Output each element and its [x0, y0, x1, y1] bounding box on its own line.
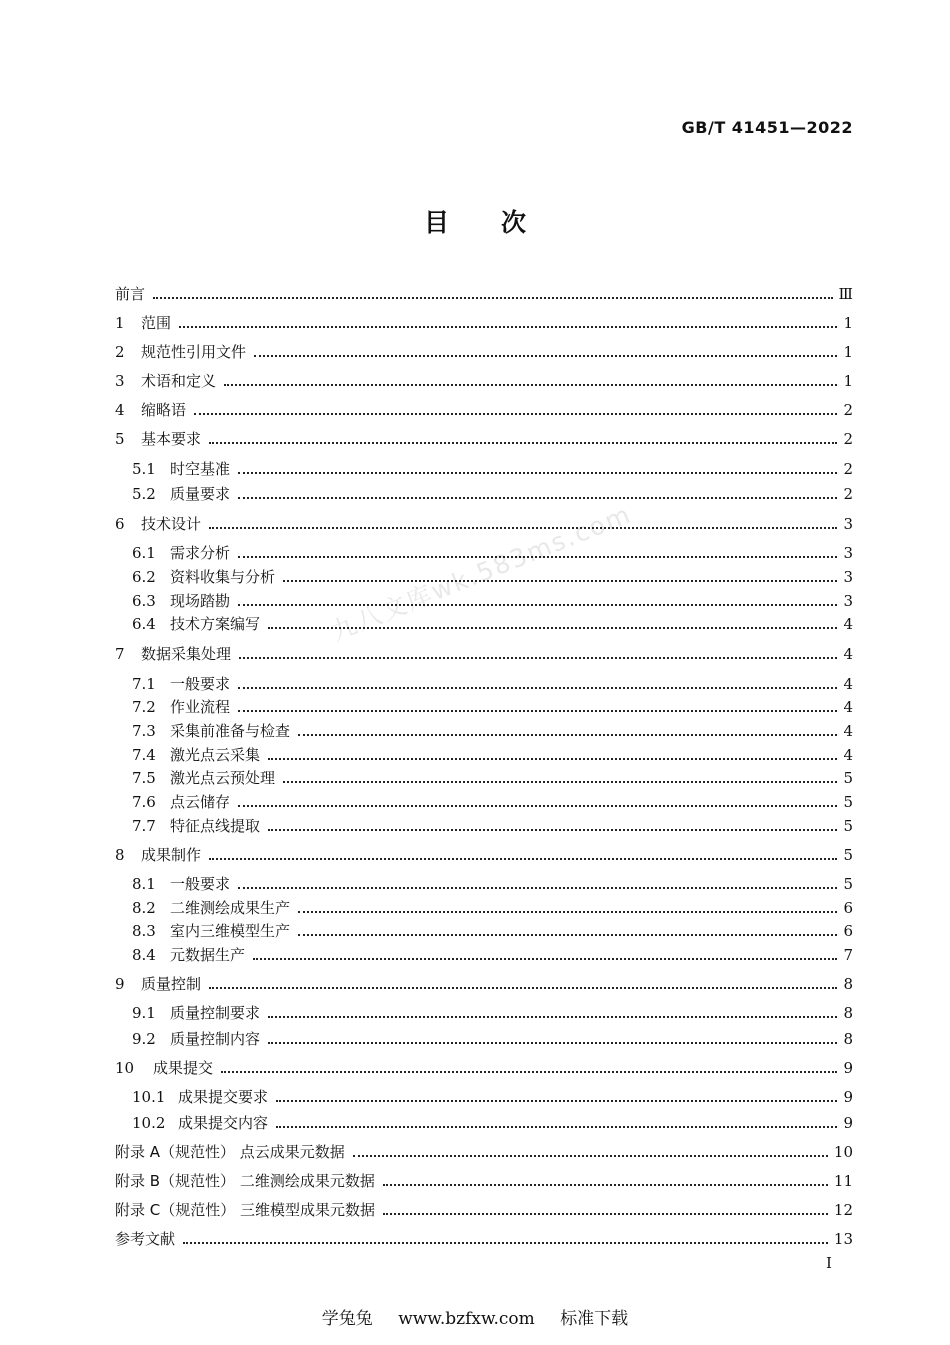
toc-entry-page: 1 [843, 372, 853, 390]
toc-leader-dots [238, 604, 837, 606]
toc-entry-page: 11 [833, 1172, 853, 1190]
toc-entry-number: 7.7 [132, 817, 156, 835]
toc-entry-1[interactable] [115, 312, 853, 334]
toc-leader-dots [353, 1155, 828, 1157]
standard-code: GB/T 41451—2022 [681, 118, 853, 137]
toc-entry-title: 附录 A（规范性） 点云成果元数据 [115, 1143, 345, 1161]
toc-entry-title: 成果提交 [153, 1059, 214, 1077]
toc-entry-page: 10 [833, 1143, 853, 1161]
toc-entry-page: 8 [843, 1004, 853, 1022]
toc-entry-title: 质量控制要求 [170, 1004, 261, 1022]
toc-entry-title: 成果制作 [141, 846, 202, 864]
footer-tagline: 标准下载 [560, 1309, 629, 1329]
toc-entry-title: 技术设计 [141, 515, 202, 533]
toc-entry-annex-c[interactable] [115, 1199, 853, 1221]
toc-leader-dots [209, 527, 837, 529]
toc-entry-number: 7.3 [132, 722, 156, 740]
toc-leader-dots [238, 710, 837, 712]
toc-entry-title: 术语和定义 [141, 372, 217, 390]
toc-entry-number: 7.5 [132, 769, 156, 787]
toc-entry-page: 3 [843, 568, 853, 586]
toc-entry-6[interactable] [115, 513, 853, 535]
toc-entry-title: 规范性引用文件 [141, 343, 247, 361]
toc-entry-number: 9.1 [132, 1004, 156, 1022]
toc-entry-title: 资料收集与分析 [170, 568, 276, 586]
toc-entry-8-2[interactable] [132, 897, 853, 919]
toc-entry-page: 7 [843, 946, 853, 964]
toc-entry-page: 5 [843, 817, 853, 835]
toc-leader-dots [238, 805, 837, 807]
toc-entry-number: 6.3 [132, 592, 156, 610]
toc-leader-dots [298, 734, 837, 736]
toc-entry-page: 1 [843, 314, 853, 332]
toc-entry-title: 前言 [115, 285, 146, 303]
toc-entry-title: 数据采集处理 [141, 645, 232, 663]
toc-entry-title: 质量控制内容 [170, 1030, 261, 1048]
toc-entry-title: 室内三维模型生产 [170, 922, 291, 940]
toc-leader-dots [238, 687, 837, 689]
toc-entry-page: 12 [833, 1201, 853, 1219]
toc-entry-page: 2 [843, 485, 853, 503]
toc-entry-page: 3 [843, 515, 853, 533]
toc-leader-dots [209, 858, 837, 860]
toc-entry-title: 元数据生产 [170, 946, 246, 964]
toc-entry-number: 8.4 [132, 946, 156, 964]
watermark-text: 九八文库wk.583ms.com [326, 499, 636, 647]
toc-entry-page: 5 [843, 875, 853, 893]
toc-entry-page: 3 [843, 592, 853, 610]
toc-entry-page: 2 [843, 460, 853, 478]
toc-entry-page: 6 [843, 922, 853, 940]
footer-site-name: 学兔兔 [321, 1309, 373, 1329]
toc-entry-title: 点云储存 [170, 793, 231, 811]
toc-entry-10[interactable] [115, 1057, 853, 1079]
page-number: I [826, 1254, 832, 1272]
toc-leader-dots [254, 355, 837, 357]
toc-entry-5-2[interactable] [132, 483, 853, 505]
toc-entry-8-3[interactable] [132, 920, 853, 942]
toc-leader-dots [221, 1071, 837, 1073]
toc-leader-dots [383, 1184, 828, 1186]
toc-entry-6-4[interactable] [132, 613, 853, 635]
toc-entry-title: 成果提交要求 [178, 1088, 269, 1106]
toc-entry-6-2[interactable] [132, 566, 853, 588]
toc-entry-page: 4 [843, 615, 853, 633]
toc-entry-number: 9 [115, 975, 125, 993]
toc-leader-dots [253, 958, 837, 960]
toc-entry-6-1[interactable] [132, 542, 853, 564]
footer [0, 1304, 950, 1329]
toc-entry-page: 5 [843, 769, 853, 787]
toc-leader-dots [268, 1016, 837, 1018]
toc-entry-page: 5 [843, 846, 853, 864]
toc-entry-page: 4 [843, 746, 853, 764]
toc-entry-title: 基本要求 [141, 430, 202, 448]
toc-entry-bibliography[interactable] [115, 1228, 853, 1250]
toc-entry-8[interactable] [115, 844, 853, 866]
toc-entry-number: 8 [115, 846, 125, 864]
toc-entry-number: 8.1 [132, 875, 156, 893]
toc-entry-title: 激光点云采集 [170, 746, 261, 764]
toc-leader-dots [239, 657, 837, 659]
toc-entry-number: 7.1 [132, 675, 156, 693]
toc-entry-9-2[interactable] [132, 1028, 853, 1050]
toc-leader-dots [298, 934, 837, 936]
toc-entry-number: 5.2 [132, 485, 156, 503]
toc-entry-5[interactable] [115, 428, 853, 450]
toc-entry-10-2[interactable] [132, 1112, 853, 1134]
toc-entry-7-7[interactable] [132, 815, 853, 837]
toc-entry-page: 9 [843, 1059, 853, 1077]
toc-leader-dots [194, 413, 837, 415]
toc-entry-number: 1 [115, 314, 125, 332]
toc-entry-4[interactable] [115, 399, 853, 421]
toc-leader-dots [238, 472, 837, 474]
toc-entry-number: 5.1 [132, 460, 156, 478]
toc-entry-title: 时空基准 [170, 460, 231, 478]
toc-leader-dots [276, 1126, 837, 1128]
toc-entry-title: 采集前准备与检查 [170, 722, 291, 740]
toc-leader-dots [383, 1213, 828, 1215]
toc-leader-dots [268, 1042, 837, 1044]
toc-entry-title: 需求分析 [170, 544, 231, 562]
toc-leader-dots [298, 911, 837, 913]
toc-leader-dots [283, 781, 837, 783]
toc-entry-title: 质量控制 [141, 975, 202, 993]
toc-leader-dots [209, 442, 837, 444]
page-title: 目次 [423, 208, 578, 237]
toc-entry-title: 现场踏勘 [170, 592, 231, 610]
toc-entry-number: 3 [115, 372, 125, 390]
toc-entry-3[interactable] [115, 370, 853, 392]
toc-entry-7-6[interactable] [132, 791, 853, 813]
toc-entry-page: 13 [833, 1230, 853, 1248]
footer-url-link[interactable]: www.bzfxw.com [398, 1309, 535, 1329]
toc-leader-dots [238, 556, 837, 558]
toc-entry-title: 特征点线提取 [170, 817, 261, 835]
toc-leader-dots [224, 384, 837, 386]
toc-entry-page: 9 [843, 1088, 853, 1106]
toc-entry-page: 9 [843, 1114, 853, 1132]
toc-entry-number: 10.2 [132, 1114, 166, 1132]
toc-entry-title: 质量要求 [170, 485, 231, 503]
toc-entry-title: 二维测绘成果生产 [170, 899, 291, 917]
toc-entry-title: 作业流程 [170, 698, 231, 716]
toc-leader-dots [276, 1100, 837, 1102]
toc-entry-title: 激光点云预处理 [170, 769, 276, 787]
toc-entry-7-2[interactable] [132, 696, 853, 718]
toc-entry-number: 8.2 [132, 899, 156, 917]
toc-entry-number: 9.2 [132, 1030, 156, 1048]
toc-entry-title: 附录 C（规范性） 三维模型成果元数据 [115, 1201, 376, 1219]
toc-entry-number: 8.3 [132, 922, 156, 940]
toc-entry-number: 5 [115, 430, 125, 448]
toc-entry-number: 7 [115, 645, 125, 663]
toc-entry-page: 8 [843, 1030, 853, 1048]
toc-leader-dots [268, 829, 837, 831]
toc-entry-page: 4 [843, 675, 853, 693]
toc-entry-page: 4 [843, 645, 853, 663]
toc-entry-title: 成果提交内容 [178, 1114, 269, 1132]
toc-entry-7-1[interactable] [132, 673, 853, 695]
toc-entry-7-5[interactable] [132, 767, 853, 789]
toc-entry-7-3[interactable] [132, 720, 853, 742]
toc-entry-page: 3 [843, 544, 853, 562]
toc-entry-number: 6.1 [132, 544, 156, 562]
toc-entry-number: 7.4 [132, 746, 156, 764]
toc-entry-page: 6 [843, 899, 853, 917]
toc-leader-dots [238, 497, 837, 499]
toc-entry-number: 7.6 [132, 793, 156, 811]
toc-entry-number: 6.2 [132, 568, 156, 586]
toc-entry-annex-a[interactable] [115, 1141, 853, 1163]
toc-entry-7-4[interactable] [132, 744, 853, 766]
toc-leader-dots [283, 580, 837, 582]
toc-entry-page: 5 [843, 793, 853, 811]
toc-entry-8-1[interactable] [132, 873, 853, 895]
toc-leader-dots [153, 297, 833, 299]
toc-entry-title: 范围 [141, 314, 172, 332]
toc-entry-6-3[interactable] [132, 590, 853, 612]
toc-entry-title: 技术方案编写 [170, 615, 261, 633]
toc-leader-dots [238, 887, 837, 889]
toc-entry-number: 7.2 [132, 698, 156, 716]
toc-entry-title: 一般要求 [170, 675, 231, 693]
toc-leader-dots [268, 627, 837, 629]
toc-entry-number: 10 [115, 1059, 135, 1077]
toc-entry-page: 2 [843, 430, 853, 448]
toc-entry-9[interactable] [115, 973, 853, 995]
toc-entry-number: 6 [115, 515, 125, 533]
toc-entry-number: 4 [115, 401, 125, 419]
toc-entry-number: 6.4 [132, 615, 156, 633]
toc-entry-7[interactable] [115, 643, 853, 665]
toc-entry-number: 2 [115, 343, 125, 361]
toc-entry-page: 4 [843, 698, 853, 716]
toc-entry-title: 附录 B（规范性） 二维测绘成果元数据 [115, 1172, 375, 1190]
toc-leader-dots [268, 758, 837, 760]
toc-entry-page: 2 [843, 401, 853, 419]
toc-entry-title: 一般要求 [170, 875, 231, 893]
toc-entry-page: 1 [843, 343, 853, 361]
toc-entry-page: Ⅲ [838, 285, 853, 303]
toc-entry-2[interactable] [115, 341, 853, 363]
toc-leader-dots [183, 1242, 828, 1244]
toc-leader-dots [179, 326, 837, 328]
toc-entry-9-1[interactable] [132, 1002, 853, 1024]
toc-entry-preface[interactable] [115, 283, 853, 305]
toc-entry-5-1[interactable] [132, 458, 853, 480]
toc-entry-title: 参考文献 [115, 1230, 176, 1248]
toc-entry-8-4[interactable] [132, 944, 853, 966]
toc-entry-page: 8 [843, 975, 853, 993]
toc-entry-annex-b[interactable] [115, 1170, 853, 1192]
toc-leader-dots [209, 987, 837, 989]
toc-entry-title: 缩略语 [141, 401, 187, 419]
toc-entry-number: 10.1 [132, 1088, 166, 1106]
toc-entry-10-1[interactable] [132, 1086, 853, 1108]
toc-entry-page: 4 [843, 722, 853, 740]
